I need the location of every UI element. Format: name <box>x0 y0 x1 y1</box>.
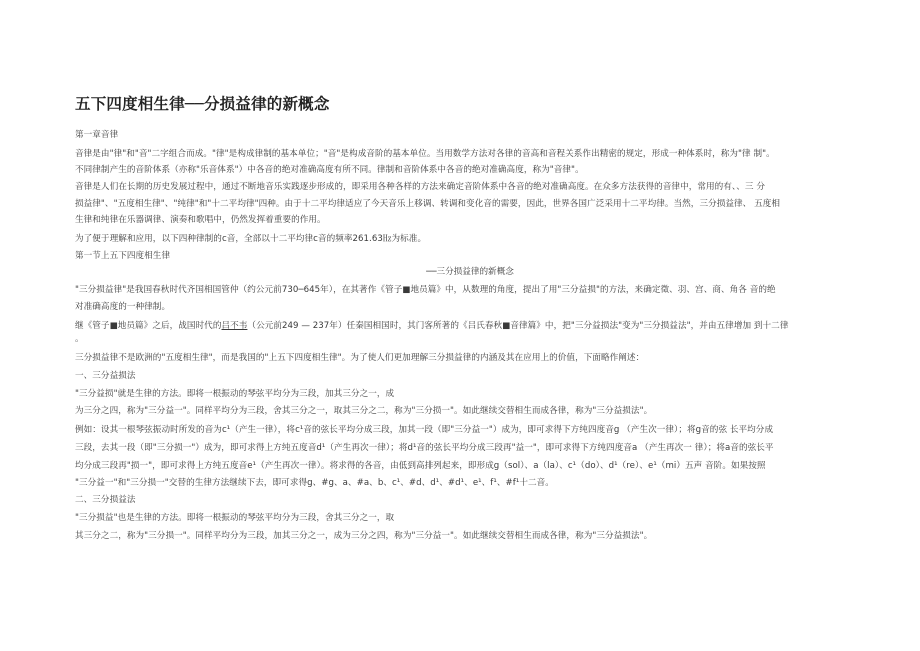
paragraph-line: "三分损益"也是生律的方法。即将一根振动的琴弦平均分为三段，舍其三分之一，取 <box>75 513 395 523</box>
paragraph-line: 为了便于理解和应用，以下四种律制的c音，全部以十二平均律c音的频率261.63㎐为标准。 <box>75 234 427 244</box>
paragraph-line <box>75 320 788 332</box>
text-run: （公元前249 — 237年）任秦国相国时，其门客所著的《吕氏春秋■音律篇》中，把"三分益损法"变为"三分损益法"，并由五律增加 到十二律 <box>247 321 789 331</box>
paragraph-line: "三分益损"就是生律的方法。即将一根振动的琴弦平均分为三段，加其三分之一，成 <box>75 389 395 399</box>
paragraph-line: 损益律"、"五度相生律"、"纯律"和"十二平均律"四种。由于十二平均律适应了今天音乐上移调、转调和变化音的需要，因此，世界各国广泛采用十二平均律。当然，三分损益律、 五度相 <box>75 199 781 209</box>
paragraph-line: 例如：设其一根琴弦振动时所发的音为c¹（产生一律），将c¹音的弦长平均分成三段，加其一段（即"三分益一"）成为，即可求得下方纯四度音g （产生次一律）；将g音的弦 长平均分成 <box>75 425 774 435</box>
text-run: 继《管子■地员篇》之后，战国时代的 <box>75 321 222 331</box>
paragraph-line: 。 <box>75 334 84 344</box>
paragraph-line: 生律和纯律在乐器调律、演奏和歌唱中，仍然发挥着重要的作用。 <box>75 215 326 225</box>
paragraph-line: 三段，去其一段（即"三分损一"）成为，即可求得上方纯五度音d¹（产生再次一律）；将d¹音的弦长平均分成三段再"益一"，即可求得下方纯四度音a （产生再次一 律）；将a音的弦长平 <box>75 443 774 453</box>
person-link[interactable]: 吕不韦 <box>221 321 248 331</box>
section-heading: 第一节上五下四度相生律 <box>75 251 171 261</box>
paragraph-line: 均分成三段再"损一"，即可求得上方纯五度音e¹（产生再次一律）。将求得的各音，由低到高排列起来，即形成g（sol）、a（la）、c¹（do）、d¹（re）、e¹（mi）五声 音阶。如果按照 <box>75 461 766 471</box>
paragraph-line: "三分益一"和"三分损一"交替的生律方法继续下去，即可求得g、#g、a、#a、b、c¹、#d、d¹、#d¹、e¹、f¹、#f¹十二音。 <box>75 478 554 488</box>
paragraph-line: 对准确高度的一种律制。 <box>75 302 171 312</box>
paragraph-line: 其三分之二，称为"三分损一"。同样平均分为三段，加其三分之一，成为三分之四，称为"三分益一"。如此继续交替相生而成各律，称为"三分益损法"。 <box>75 531 653 541</box>
paragraph-line: "三分损益律"是我国春秋时代齐国相国管仲（约公元前730─645年），在其著作《管子■地员篇》中，从数理的角度，提出了用"三分益损"的方法，来确定徵、羽、宫、商、角各 音的绝 <box>75 285 776 295</box>
section-subtitle: ──三分损益律的新概念 <box>426 267 514 277</box>
paragraph-line: 三分损益律不是欧洲的"五度相生律"，而是我国的"上五下四度相生律"。为了使人们更加理解三分损益律的内涵及其在应用上的价值，下面略作阐述： <box>75 353 645 363</box>
subsection-heading: 二、三分损益法 <box>75 495 136 505</box>
subsection-heading: 一、三分益损法 <box>75 371 136 381</box>
paragraph-line: 为三分之四，称为"三分益一"。同样平均分为三段，舍其三分之一，取其三分之二，称为"三分损一"。如此继续交替相生而成各律，称为"三分益损法"。 <box>75 406 653 416</box>
paragraph-line: 音律是由"律"和"音"二字组合而成。"律"是构成律制的基本单位；"音"是构成音阶的基本单位。当用数学方法对各律的音高和音程关系作出精密的规定，形成一种体系时，称为"律 制"。 <box>75 149 775 159</box>
paragraph-line: 不同律制产生的音阶体系（亦称"乐音体系"）中各音的绝对准确高度有所不同。律制和音阶体系中各音的绝对准确高度，称为"音律"。 <box>75 165 584 175</box>
chapter-heading: 第一章音律 <box>75 130 119 140</box>
document-title: 五下四度相生律──分损益律的新概念 <box>75 95 330 113</box>
paragraph-line: 音律是人们在长期的历史发展过程中，通过不断地音乐实践逐步形成的，即采用各种各样的方法来确定音阶体系中各音的绝对准确高度。在众多方法获得的音律中，常用的有、、三 分 <box>75 182 765 192</box>
